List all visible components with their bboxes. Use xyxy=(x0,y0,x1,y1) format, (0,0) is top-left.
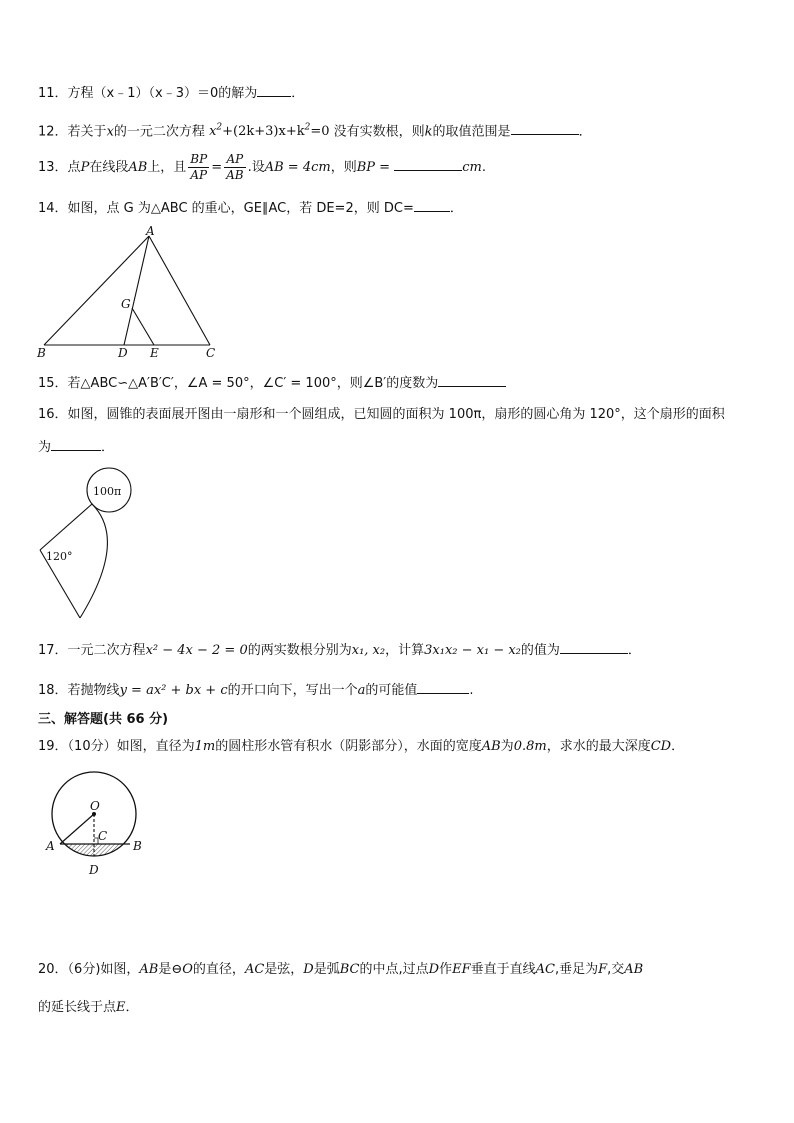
math-var: AB xyxy=(128,160,148,175)
label-a: A xyxy=(146,224,155,238)
label-d: D xyxy=(118,346,128,360)
equals: = xyxy=(211,160,223,175)
question-number: 16． xyxy=(38,407,68,422)
text: 的圆柱形水管有积水（阴影部分），水面的宽度 xyxy=(215,739,482,754)
question-text: 如图，点 G 为△ABC 的重心，GE∥AC，若 DE=2，则 DC= xyxy=(67,201,414,216)
math-expr: BP = xyxy=(356,160,391,175)
question-number: 13． xyxy=(38,160,68,175)
math-var: CD xyxy=(650,739,672,754)
fraction-bp-ap: $\frac{BP}{AP}$ xyxy=(190,152,208,182)
text: ，计算 xyxy=(385,643,425,658)
answer-blank[interactable] xyxy=(257,82,291,97)
label-c: C xyxy=(206,346,216,360)
period: . xyxy=(481,160,486,175)
label-d: D xyxy=(89,863,99,877)
text: 垂直于直线 xyxy=(470,962,536,977)
text: 的直径， xyxy=(192,962,245,977)
answer-blank[interactable] xyxy=(438,372,506,387)
question-16-line-2 xyxy=(38,436,114,458)
sector-arc xyxy=(80,504,107,618)
question-number: 17． xyxy=(38,643,68,658)
text: ，求水的最大深度 xyxy=(546,739,651,754)
text: 上，且 xyxy=(147,160,187,175)
text: 的两实数根分别为 xyxy=(247,643,352,658)
expression: 3x₁x₂ − x₁ − x₂ xyxy=(424,643,521,658)
math-value: 1m xyxy=(194,739,216,754)
cone-net-figure xyxy=(34,462,144,626)
answer-blank[interactable] xyxy=(560,639,628,654)
sector-radius-1 xyxy=(40,504,92,550)
question-18 xyxy=(38,679,474,701)
text: ,垂足为 xyxy=(554,962,599,977)
equation: $x^2+(2k+3)x+k^2=0$ xyxy=(209,123,330,140)
question-number: 11． xyxy=(38,86,68,101)
label-g: G xyxy=(121,297,131,311)
text: 若关于 xyxy=(67,124,107,140)
side-ac xyxy=(149,236,210,345)
label-b: B xyxy=(133,839,142,853)
label-a: A xyxy=(46,839,55,853)
text: 的取值范围是 xyxy=(432,124,511,140)
unit: cm xyxy=(462,160,482,175)
equation: x² − 4x − 2 = 0 xyxy=(145,643,248,658)
math-value: 0.8m xyxy=(513,739,547,754)
period: ． xyxy=(578,124,592,140)
math-var: ⊖O xyxy=(171,962,193,977)
answer-blank[interactable] xyxy=(394,156,462,171)
math-var: x xyxy=(106,124,114,140)
math-var: k xyxy=(424,124,433,140)
text: 的值为 xyxy=(520,643,560,658)
side-ab xyxy=(44,236,149,345)
text: ,交 xyxy=(607,962,625,977)
label-c: C xyxy=(98,829,108,843)
question-text: 方程（x﹣1）（x﹣3）＝0的解为 xyxy=(67,86,258,101)
text: 为 xyxy=(38,440,52,455)
text: .设 xyxy=(247,160,265,175)
math-expr: AB = 4cm xyxy=(264,160,331,175)
label-o: O xyxy=(90,799,100,813)
text: ，则 xyxy=(330,160,357,175)
answer-blank[interactable] xyxy=(414,197,450,212)
label-e: E xyxy=(150,346,159,360)
math-var: AB xyxy=(481,739,501,754)
question-text: 若△ABC∽△A′B′C′，∠A = 50°，∠C′ = 100°，则∠B′的度数为 xyxy=(67,376,439,391)
text: 的一元二次方程 xyxy=(113,124,205,140)
answer-blank[interactable] xyxy=(511,120,579,135)
question-number: 14． xyxy=(38,201,68,216)
math-var: AB xyxy=(139,962,159,977)
radius-oa xyxy=(60,814,94,844)
segment-ge xyxy=(132,308,154,345)
text: 一元二次方程 xyxy=(67,643,146,658)
question-15 xyxy=(38,372,506,394)
text: 没有实数根，则 xyxy=(333,124,425,140)
period: ． xyxy=(449,201,463,216)
text: 若抛物线 xyxy=(67,683,120,698)
text: （6分)如图， xyxy=(67,962,140,977)
period: . xyxy=(469,683,474,698)
text: 是 xyxy=(158,962,172,977)
period: ． xyxy=(291,86,305,101)
question-19 xyxy=(38,737,684,757)
text: 的中点,过点 xyxy=(359,962,429,977)
equation: y = ax² + bx + c xyxy=(119,683,228,698)
period: ． xyxy=(627,643,641,658)
text: 是弦， xyxy=(264,962,304,977)
question-text: 如图，圆锥的表面展开图由一扇形和一个圆组成，已知圆的面积为 100π，扇形的圆心角为 120°，这个扇形的面积 xyxy=(67,407,725,422)
median-ad xyxy=(124,236,149,345)
question-number: 19． xyxy=(38,739,68,754)
text: 为 xyxy=(500,739,514,754)
question-number: 12． xyxy=(38,124,68,140)
question-number: 15． xyxy=(38,376,68,391)
math-var: AC xyxy=(535,962,555,977)
text: 作 xyxy=(439,962,453,977)
text: 的延长线于点 xyxy=(38,1000,117,1015)
label-b: B xyxy=(37,346,46,360)
roots: x₁, x₂ xyxy=(351,643,386,658)
math-var: P xyxy=(80,160,90,175)
question-16-line-1 xyxy=(38,405,725,425)
question-number: 20． xyxy=(38,962,68,977)
question-number: 18． xyxy=(38,683,68,698)
section-heading: 三、解答题(共 66 分) xyxy=(38,712,169,727)
period: ． xyxy=(125,1000,139,1015)
question-11 xyxy=(38,82,304,104)
answer-blank[interactable] xyxy=(417,679,469,694)
math-var: BC xyxy=(339,962,360,977)
angle-label: 120° xyxy=(46,550,73,563)
math-var: AB xyxy=(624,962,644,977)
question-17 xyxy=(38,639,641,661)
question-20-line-2 xyxy=(38,998,139,1018)
question-14 xyxy=(38,197,463,219)
math-var: D xyxy=(303,962,314,977)
text: 点 xyxy=(67,160,81,175)
text: （10分）如图，直径为 xyxy=(67,739,195,754)
triangle-figure xyxy=(34,222,224,362)
text: 是弧 xyxy=(313,962,340,977)
question-12 xyxy=(38,118,592,142)
math-var: AC xyxy=(244,962,265,977)
math-var: F xyxy=(598,962,608,977)
period: ． xyxy=(671,739,685,754)
question-20-line-1 xyxy=(38,960,643,980)
math-var: a xyxy=(357,683,366,698)
text: 的可能值 xyxy=(365,683,418,698)
math-var: E xyxy=(116,1000,126,1015)
pipe-circle-figure xyxy=(42,768,152,884)
answer-blank[interactable] xyxy=(51,436,101,451)
text: 在线段 xyxy=(89,160,129,175)
circle-label: 100π xyxy=(93,485,122,498)
period: ． xyxy=(101,440,115,455)
question-13 xyxy=(38,152,486,184)
math-var: D xyxy=(428,962,440,977)
fraction-ap-ab: $\frac{AP}{AB}$ xyxy=(226,152,244,182)
math-var: EF xyxy=(452,962,471,977)
text: 的开口向下，写出一个 xyxy=(227,683,358,698)
